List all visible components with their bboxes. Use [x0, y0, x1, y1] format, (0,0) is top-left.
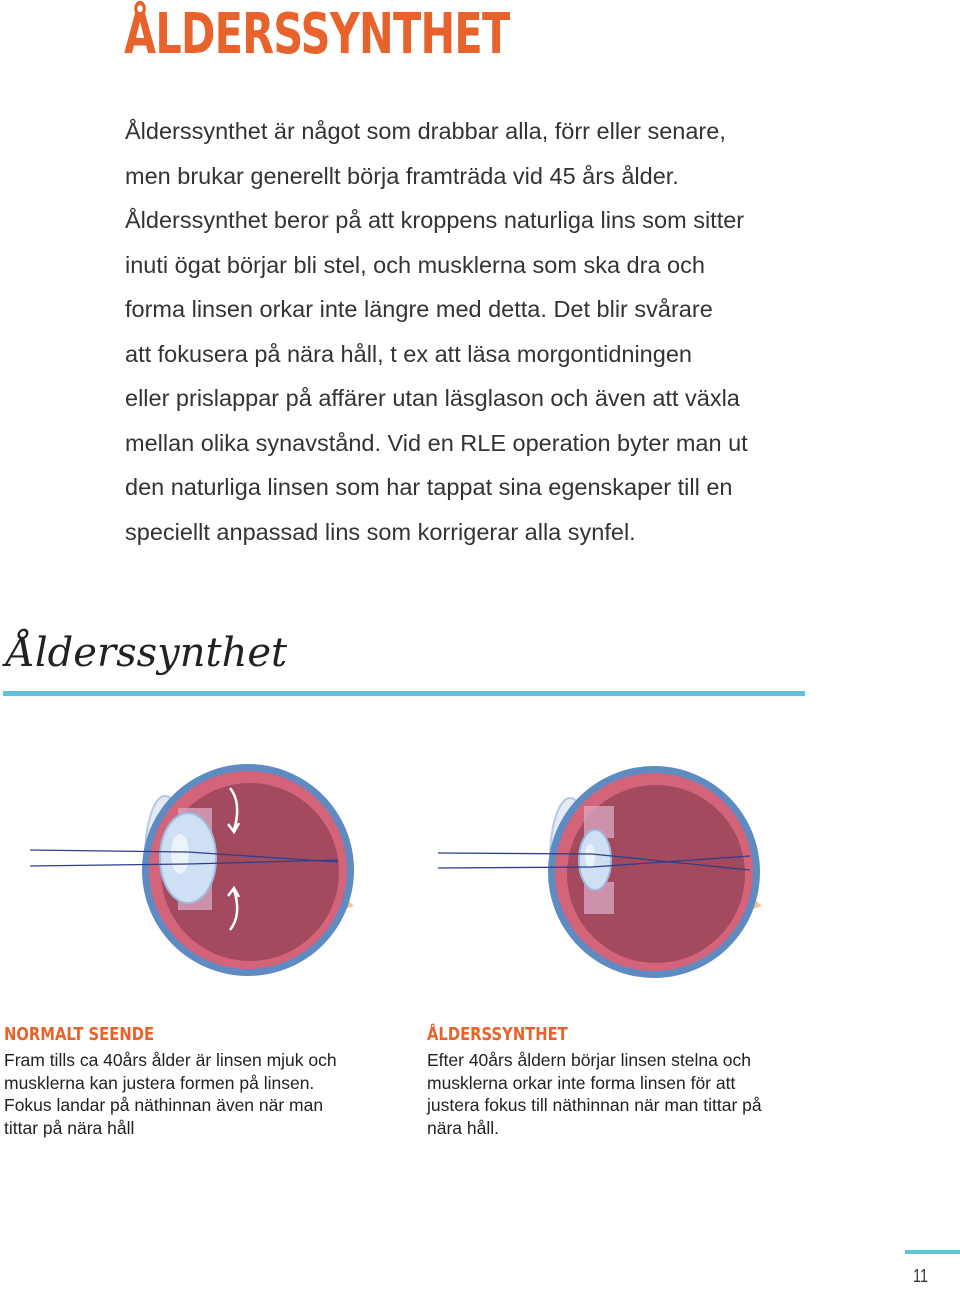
- caption-line: musklerna orkar inte forma linsen för att: [427, 1072, 736, 1093]
- caption-title: ÅLDERSSYNTHET: [427, 1024, 568, 1045]
- intro-line: den naturliga linsen som har tappat sina egenskaper till en: [125, 474, 733, 500]
- caption-line: Fram tills ca 40års ålder är linsen mjuk och: [4, 1050, 337, 1070]
- caption-line: justera fokus till näthinnan när man tittar på: [427, 1095, 762, 1115]
- caption-text: [4, 1049, 384, 1139]
- caption-normal-vision: [4, 1024, 404, 1139]
- caption-title: NORMALT SEENDE: [4, 1024, 155, 1045]
- intro-line: speciellt anpassad lins som korrigerar alla synfel.: [125, 518, 636, 545]
- caption-line: Fokus landar på näthinnan även när man: [4, 1095, 324, 1115]
- section-divider: [3, 691, 805, 696]
- caption-line: nära håll.: [427, 1117, 499, 1138]
- intro-line: att fokusera på nära håll, t ex att läsa morgontidningen: [125, 340, 692, 367]
- eye-cross-section-icon: [20, 748, 365, 983]
- caption-presbyopia: [427, 1024, 827, 1139]
- caption-line: Efter 40års åldern börjar linsen stelna och: [427, 1050, 751, 1070]
- intro-line: eller prislappar på affärer utan läsglason och även att växla: [125, 385, 740, 411]
- caption-line: musklerna kan justera formen på linsen.: [4, 1072, 315, 1093]
- caption-text: [427, 1049, 807, 1139]
- section-title: Ålderssynthet: [6, 630, 288, 676]
- intro-line: Ålderssynthet är något som drabbar alla, förr eller senare,: [125, 118, 726, 144]
- page-number: 11: [913, 1266, 928, 1286]
- caption-line: tittar på nära håll: [4, 1117, 135, 1138]
- lens-highlight: [171, 834, 189, 874]
- intro-line: inuti ögat börjar bli stel, och musklerna som ska dra och: [125, 251, 705, 278]
- lens-highlight: [585, 844, 595, 868]
- page-title: ÅLDERSSYNTHET: [124, 2, 510, 67]
- intro-line: forma linsen orkar inte längre med detta. Det blir svårare: [125, 296, 713, 322]
- intro-paragraph: [125, 109, 825, 554]
- intro-line: mellan olika synavstånd. Vid en RLE operation byter man ut: [125, 429, 748, 456]
- lens: [579, 830, 611, 890]
- intro-line: men brukar generellt börja framträda vid 45 års ålder.: [125, 162, 679, 189]
- eye-cross-section-icon: [432, 748, 772, 983]
- page-number-rule: [905, 1250, 960, 1254]
- intro-line: Ålderssynthet beror på att kroppens naturliga lins som sitter: [125, 207, 745, 233]
